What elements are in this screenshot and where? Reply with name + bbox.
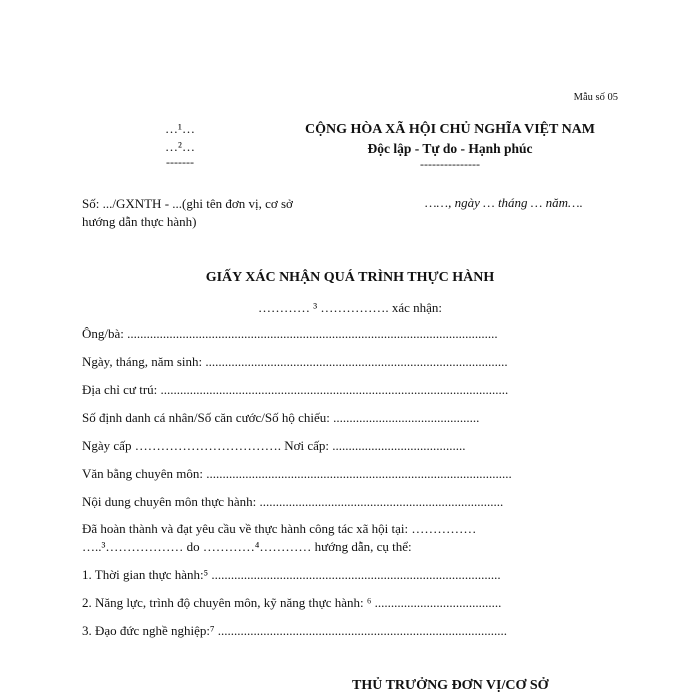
field-address: Địa chỉ cư trú: ........................................................................................................... bbox=[82, 382, 509, 397]
field-id-number: Số định danh cá nhân/Số căn cước/Số hộ chiếu: ............................................. bbox=[82, 410, 480, 425]
document-title: GIẤY XÁC NHẬN QUÁ TRÌNH THỰC HÀNH bbox=[205, 270, 495, 285]
country-name: CỘNG HÒA XÃ HỘI CHỦ NGHĨA VIỆT NAM bbox=[304, 122, 595, 137]
motto-divider: --------------- bbox=[420, 157, 480, 171]
signature-title: THỦ TRƯỞNG ĐƠN VỊ/CƠ SỞ bbox=[352, 678, 549, 693]
document-number: Số: .../GXNTH - ...(ghi tên đơn vị, cơ sở hướng dẫn thực hành) bbox=[82, 196, 293, 229]
form-number: Mẫu số 05 bbox=[573, 92, 618, 103]
agency-divider: ------- bbox=[166, 155, 194, 169]
field-name: Ông/bà: .................................................................................................................. bbox=[82, 326, 498, 341]
item-practice-time: 1. Thời gian thực hành:⁵ ......................................................................................... bbox=[82, 567, 501, 582]
agency-line-1: …¹… bbox=[165, 121, 195, 136]
agency-line-2: …²… bbox=[165, 139, 195, 154]
item-competence: 2. Năng lực, trình độ chuyên môn, kỹ năng thực hành: ⁶ ....................................... bbox=[82, 595, 502, 610]
item-ethics: 3. Đạo đức nghề nghiệp:⁷ ......................................................................................... bbox=[82, 623, 508, 638]
completion-line-1: Đã hoàn thành và đạt yêu cầu về thực hành công tác xã hội tại: …………… bbox=[82, 521, 477, 536]
issuing-agency-header bbox=[130, 120, 230, 168]
field-practice-content: Nội dung chuyên môn thực hành: ........................................................................... bbox=[82, 494, 504, 509]
date-line: ……, ngày … tháng … năm…. bbox=[425, 195, 583, 210]
national-header bbox=[270, 120, 630, 170]
completion-line-2: …..³……………… do …………⁴………… hướng dẫn, cụ thể: bbox=[82, 539, 412, 554]
field-birth-date: Ngày, tháng, năm sinh: ............................................................................................. bbox=[82, 354, 508, 369]
field-degree: Văn bằng chuyên môn: .............................................................................................. bbox=[82, 466, 512, 481]
field-issue-info: Ngày cấp ……………………………. Nơi cấp: ......................................... bbox=[82, 438, 466, 453]
confirm-line: ………… ³ ……………. xác nhận: bbox=[257, 300, 443, 315]
national-motto: Độc lập - Tự do - Hạnh phúc bbox=[367, 141, 533, 156]
